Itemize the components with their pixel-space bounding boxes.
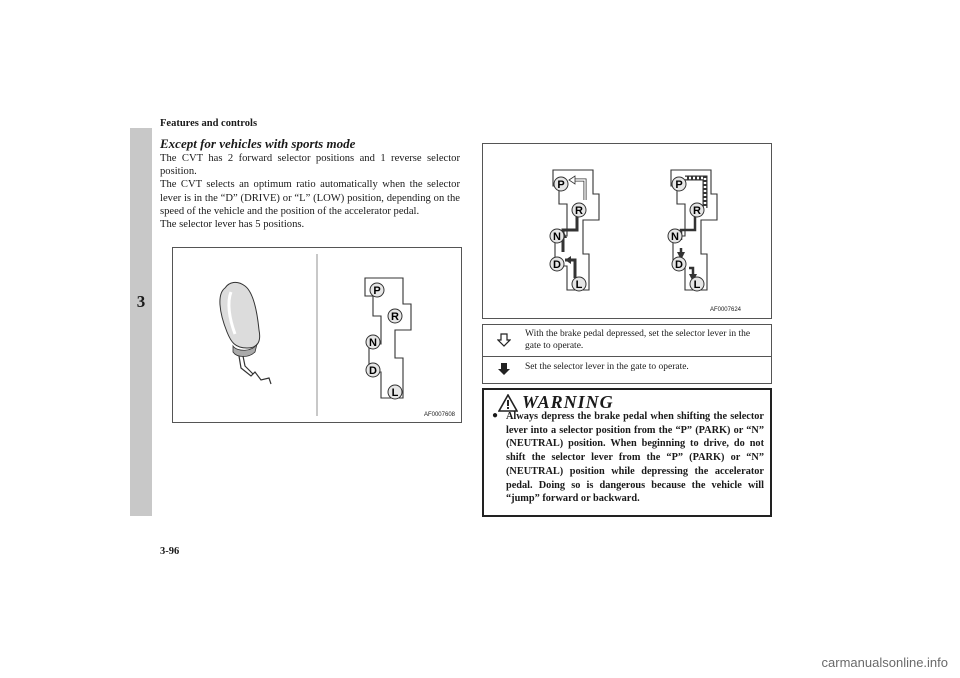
chapter-tab xyxy=(130,128,152,516)
solid-arrow-icon xyxy=(497,362,511,376)
figure-code: AF0007624 xyxy=(709,307,741,313)
gate-label-r: R xyxy=(575,205,583,217)
warning-bullet: ● xyxy=(492,410,499,421)
watermark: carmanualsonline.info xyxy=(821,655,948,670)
gate-label-p: P xyxy=(557,179,565,191)
paragraph: The CVT selects an optimum ratio automatically when the selector lever is in the “D” (DRIVE) or “L” (LOW) position, depending on the speed of the vehicle and the position of the accelerator pedal. xyxy=(160,179,460,217)
gate-label-l: L xyxy=(575,279,583,291)
gate-label-d: D xyxy=(553,259,561,271)
gate-label-d: D xyxy=(675,259,683,271)
selector-lever-illustration xyxy=(173,248,461,422)
arrow-legend xyxy=(482,324,772,384)
legend-item xyxy=(483,325,771,357)
gate-label-d: D xyxy=(369,365,377,377)
header-title: Features and controls xyxy=(160,118,258,129)
warning-text: Always depress the brake pedal when shifting the selector lever into a selector position from the “P” (PARK) or “N” (NEUTRAL) position. When beginning to drive, do not shift the selector lever from the “P” (PARK) or “N” (NEUTRAL) position while depressing the accelerator pedal. Doing so is dangerous because the vehicle will “jump” forward or backward. xyxy=(506,411,764,505)
gate-label-p: P xyxy=(373,285,381,297)
legend-item-text: Set the selector lever in the gate to operate. xyxy=(525,362,689,372)
gate-label-l: L xyxy=(391,387,399,399)
gate-label-l: L xyxy=(693,279,701,291)
figure-code: AF0007608 xyxy=(423,412,455,418)
gate-label-r: R xyxy=(693,205,701,217)
warning-title: WARNING xyxy=(522,392,614,412)
section-heading: Except for vehicles with sports mode xyxy=(160,136,356,151)
gate-operation-illustration xyxy=(483,144,771,318)
gate-label-n: N xyxy=(671,231,679,243)
chapter-tab-label: 3 xyxy=(136,292,146,311)
page-number: 3-96 xyxy=(160,546,180,557)
paragraph: The selector lever has 5 positions. xyxy=(160,219,305,231)
body-text xyxy=(160,152,460,231)
figure-selector-lever xyxy=(172,247,462,423)
outline-arrow-icon xyxy=(497,333,511,347)
gate-label-r: R xyxy=(391,311,399,323)
legend-item xyxy=(483,356,771,383)
figure-gate-operation xyxy=(482,143,772,319)
gate-label-n: N xyxy=(553,231,561,243)
gate-label-p: P xyxy=(675,179,683,191)
gate-label-n: N xyxy=(369,337,377,349)
legend-item-text: With the brake pedal depressed, set the selector lever in the gate to operate. xyxy=(525,329,751,351)
paragraph: The CVT has 2 forward selector positions and 1 reverse selector position. xyxy=(160,153,460,178)
warning-box xyxy=(482,388,772,517)
